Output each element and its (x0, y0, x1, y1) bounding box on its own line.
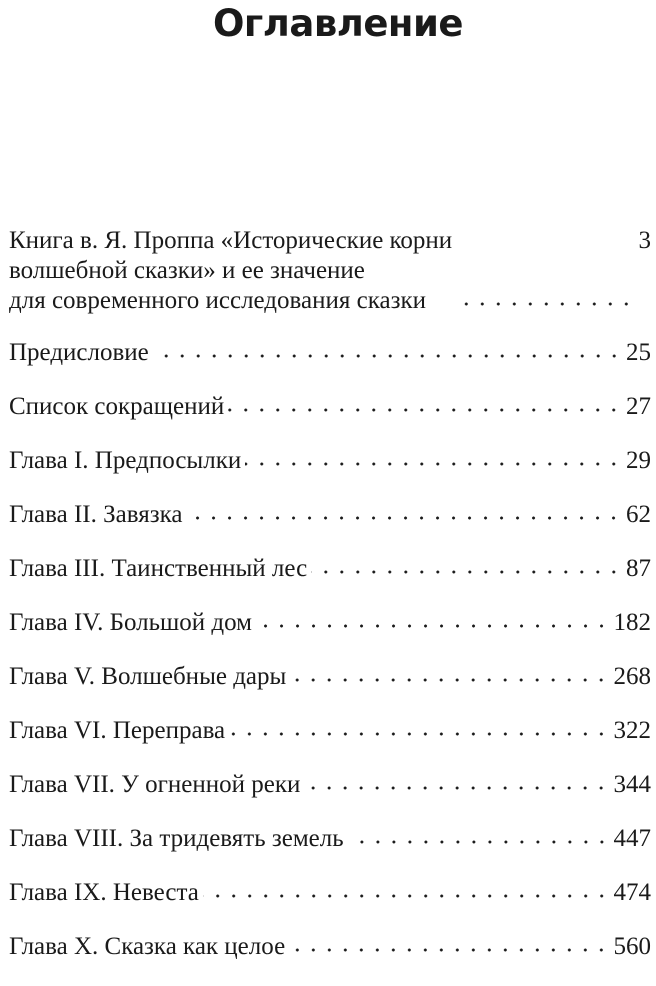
toc-entry-chapter-10 (9, 932, 651, 962)
toc-entry-title (9, 446, 241, 476)
toc-entry-title (9, 716, 225, 746)
toc-page-number: 344 (613, 771, 651, 798)
toc-entry-chapter-4 (9, 608, 651, 638)
toc-entry-chapter-6 (9, 716, 651, 746)
dot-leader (289, 948, 609, 952)
toc-entry-title-line: Глава II. Завязка (9, 501, 183, 528)
toc-entry-title-line: Глава IX. Невеста (9, 879, 199, 906)
toc-entry-chapter-1 (9, 446, 651, 476)
table-of-contents (9, 226, 651, 986)
toc-entry-preface (9, 338, 651, 368)
page-heading: Оглавление (212, 2, 464, 45)
toc-entry-title (9, 338, 149, 368)
toc-page-number: 62 (626, 501, 651, 528)
toc-entry-chapter-8 (9, 824, 651, 854)
toc-entry-title (9, 824, 344, 854)
toc-entry-title-line: Глава VIII. За тридевять земель (9, 825, 344, 852)
toc-entry-title-line: для современного исследования сказки (9, 287, 426, 314)
dot-leader (245, 462, 622, 466)
toc-page-number: 322 (613, 717, 651, 744)
toc-entry-title-line: волшебной сказки» и ее значение (9, 257, 365, 284)
toc-page-number: 447 (613, 825, 651, 852)
toc-entry-title (9, 608, 252, 638)
dot-leader (228, 408, 622, 412)
toc-entry-chapter-7 (9, 770, 651, 800)
toc-page-number: 3 (638, 227, 651, 254)
dot-leader (348, 840, 610, 844)
toc-entry-title (9, 770, 300, 800)
toc-entry-title (9, 662, 286, 692)
dot-leader (229, 732, 609, 736)
toc-entry-title-line: Книга в. Я. Проппа «Исторические корни (9, 227, 453, 254)
dot-leader (456, 302, 634, 306)
dot-leader (256, 624, 610, 628)
toc-page-number: 25 (626, 339, 651, 366)
dot-leader (304, 786, 609, 790)
toc-entry-title-line: Глава I. Предпосылки (9, 447, 242, 474)
toc-page-number: 29 (626, 447, 651, 474)
dot-leader (290, 678, 609, 682)
toc-page-number: 87 (626, 555, 651, 582)
toc-entry-title-line: Глава IV. Большой дом (9, 609, 252, 636)
toc-entry-title (9, 932, 285, 962)
dot-leader (186, 516, 622, 520)
toc-page-number: 474 (613, 879, 651, 906)
toc-entry-title (9, 554, 307, 584)
toc-entry-title-line: Глава VII. У огненной реки (9, 771, 301, 798)
toc-page-number: 27 (626, 393, 651, 420)
toc-entry-title-line: Глава VI. Переправа (9, 717, 226, 744)
toc-page-number: 560 (613, 933, 651, 960)
toc-entry-title (9, 500, 182, 530)
toc-entry-title-line: Предисловие (9, 339, 149, 366)
dot-leader (311, 570, 622, 574)
toc-page-number: 268 (613, 663, 651, 690)
toc-entry-title-line: Список сокращений (9, 393, 225, 420)
toc-entry-intro-article (9, 226, 651, 316)
toc-entry-title-line: Глава V. Волшебные дары (9, 663, 287, 690)
toc-entry-title-line: Глава III. Таинственный лес (9, 555, 308, 582)
toc-entry-chapter-5 (9, 662, 651, 692)
toc-entry-title (9, 226, 452, 316)
toc-entry-title (9, 392, 224, 422)
dot-leader (153, 354, 622, 358)
dot-leader (203, 894, 610, 898)
toc-entry-title-line: Глава X. Сказка как целое (9, 933, 286, 960)
toc-page-number: 182 (613, 609, 651, 636)
toc-entry-chapter-3 (9, 554, 651, 584)
toc-entry-chapter-2 (9, 500, 651, 530)
toc-entry-abbreviations (9, 392, 651, 422)
